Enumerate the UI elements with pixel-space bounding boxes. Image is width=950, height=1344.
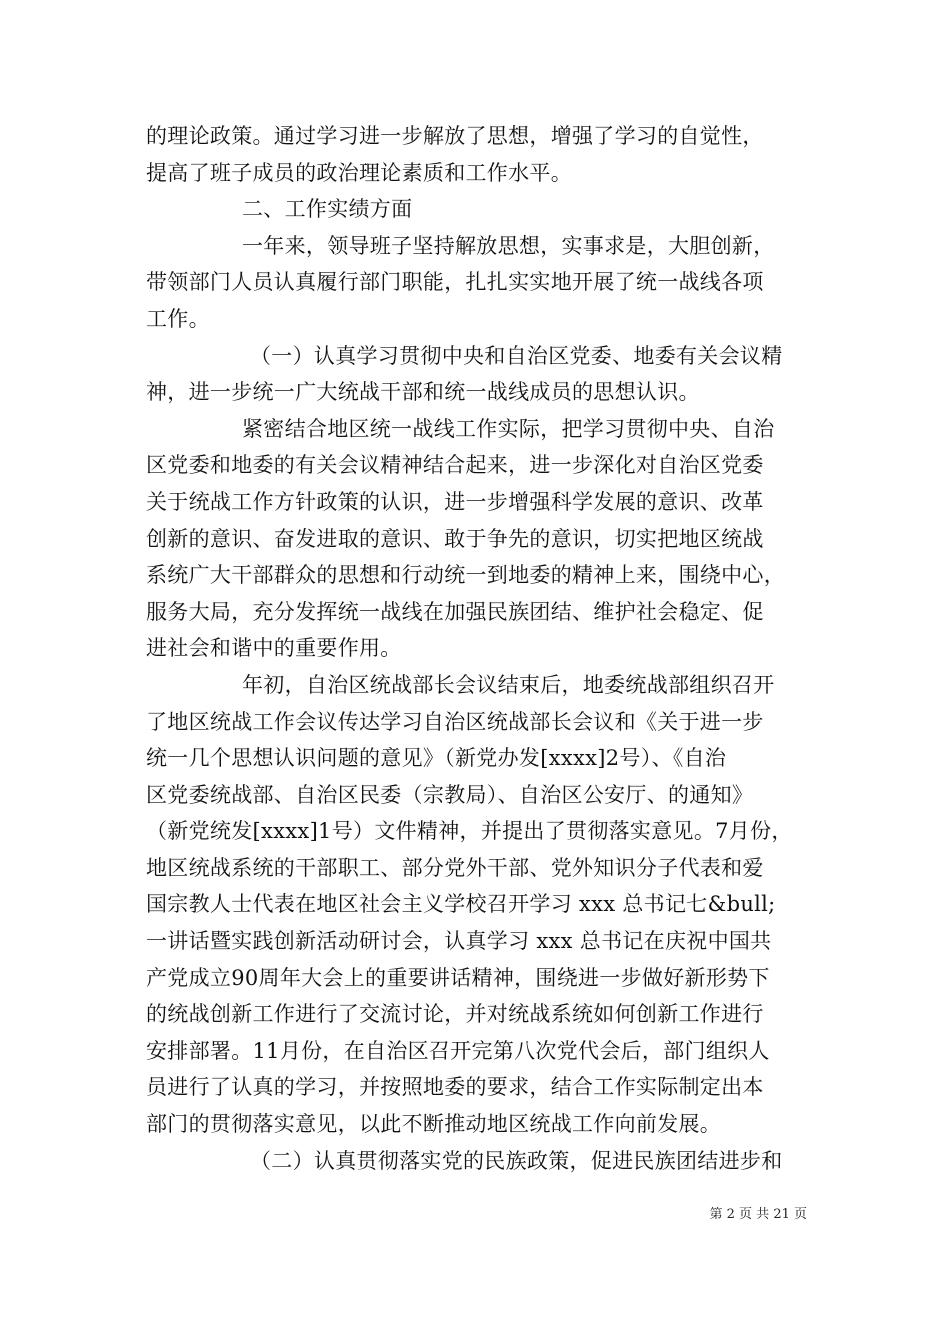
text-line: 区党委统战部、自治区民委（宗教局）、自治区公安厅、的通知》 <box>146 782 754 807</box>
text-line: 了地区统战工作会议传达学习自治区统战部长会议和《关于进一步 <box>146 709 764 734</box>
text-line: 创新的意识、奋发进取的意识、敢于争先的意识，切实把地区统战 <box>146 526 764 551</box>
subsection-heading: （一）认真学习贯彻中央和自治区党委、地委有关会议精 <box>250 343 783 368</box>
text-line: 地区统战系统的干部职工、部分党外干部、党外知识分子代表和爱 <box>146 855 764 880</box>
text-line: 部门的贯彻落实意见，以此不断推动地区统战工作向前发展。 <box>146 1112 722 1137</box>
text-line: 关于统战工作方针政策的认识，进一步增强科学发展的意识、改革 <box>146 489 764 514</box>
text-line: 工作。 <box>146 306 210 331</box>
page-number: 第 2 页 共 21 页 <box>709 1207 807 1222</box>
text-line: 进社会和谐中的重要作用。 <box>146 636 402 661</box>
text-line: 统一几个思想认识问题的意见》（新党办发[xxxx]2号）、《自治 <box>146 746 727 771</box>
text-line: 国宗教人士代表在地区社会主义学校召开学习 xxx 总书记七&bull; <box>146 892 776 917</box>
text-line: 一讲话暨实践创新活动研讨会，认真学习 xxx 总书记在庆祝中国共 <box>146 929 772 954</box>
text-line: 服务大局，充分发挥统一战线在加强民族团结、维护社会稳定、促 <box>146 599 764 624</box>
subsection-heading: （二）认真贯彻落实党的民族政策，促进民族团结进步和 <box>250 1148 783 1173</box>
text-line: 紧密结合地区统一战线工作实际，把学习贯彻中央、自治 <box>242 416 775 441</box>
text-line: 神，进一步统一广大统战干部和统一战线成员的思想认识。 <box>146 380 700 405</box>
section-heading: 二、工作实绩方面 <box>242 197 413 222</box>
text-line: 员进行了认真的学习，并按照地委的要求，结合工作实际制定出本 <box>146 1075 764 1100</box>
document-body <box>146 118 806 1179</box>
text-line: 的统战创新工作进行了交流讨论，并对统战系统如何创新工作进行 <box>146 1002 764 1027</box>
text-line: 产党成立90周年大会上的重要讲话精神，围绕进一步做好新形势下 <box>146 965 770 990</box>
text-line: 一年来，领导班子坚持解放思想，实事求是，大胆创新， <box>242 233 775 258</box>
text-line: 区党委和地委的有关会议精神结合起来，进一步深化对自治区党委 <box>146 453 764 478</box>
text-line: 安排部署。11月份，在自治区召开完第八次党代会后，部门组织人 <box>146 1038 770 1063</box>
text-line: 年初，自治区统战部长会议结束后，地委统战部组织召开 <box>242 672 775 697</box>
text-line: 带领部门人员认真履行部门职能，扎扎实实地开展了统一战线各项 <box>146 270 764 295</box>
text-line: 的理论政策。通过学习进一步解放了思想，增强了学习的自觉性， <box>146 124 764 148</box>
text-line: 提高了班子成员的政治理论素质和工作水平。 <box>146 160 572 185</box>
text-line: 系统广大干部群众的思想和行动统一到地委的精神上来，围绕中心， <box>146 563 785 588</box>
text-line: （新党统发[xxxx]1号）文件精神，并提出了贯彻落实意见。7月份， <box>146 819 793 844</box>
